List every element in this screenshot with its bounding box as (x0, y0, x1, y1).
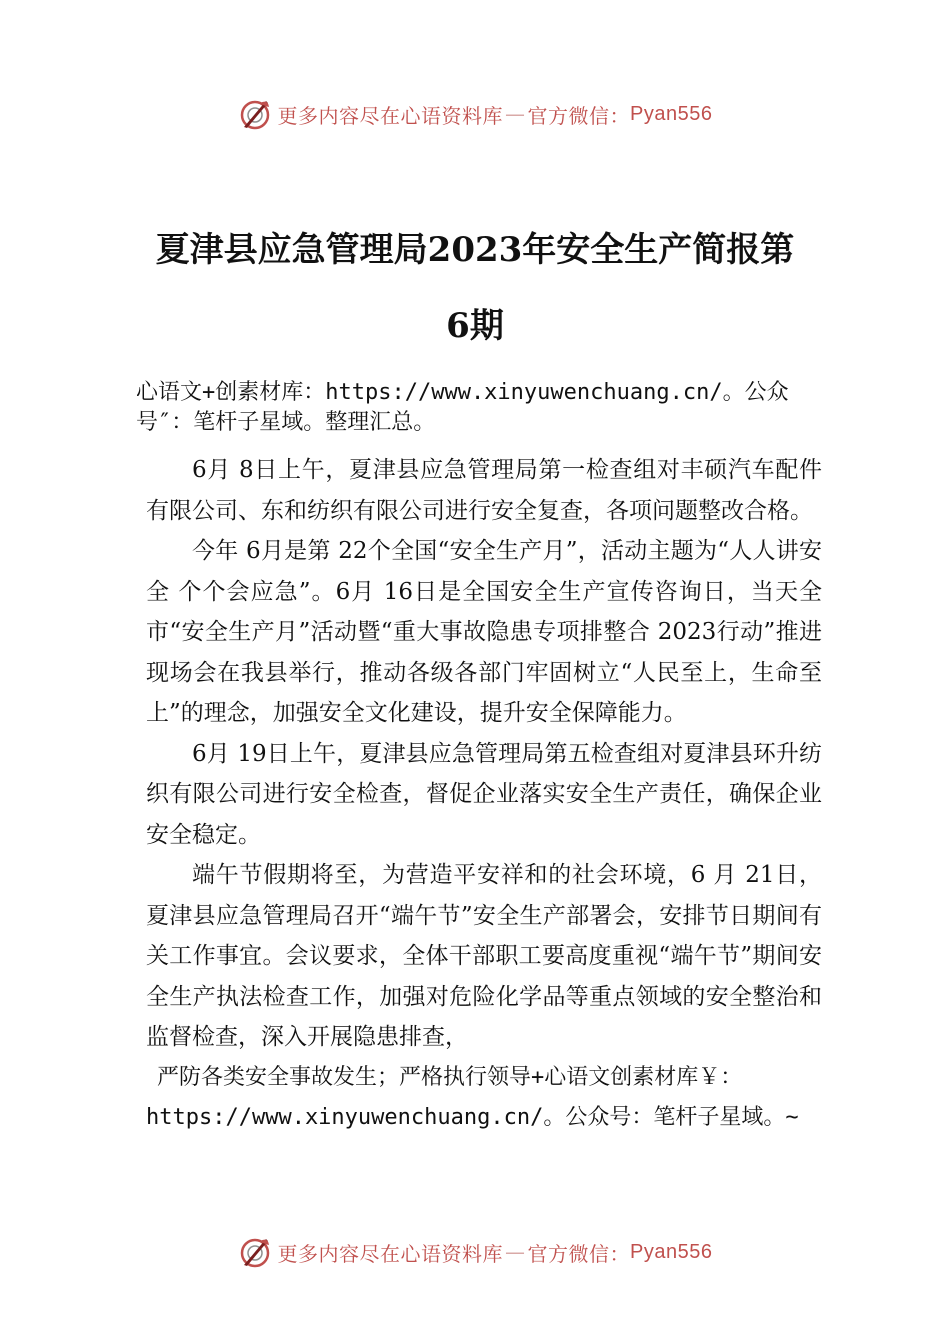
banner-text: 更多内容尽在心语资料库 (277, 1241, 504, 1266)
banner-wechat-label: 官方微信： (527, 103, 631, 128)
document-title-line1: 夏津县应急管理局2023年安全生产简报第 (155, 230, 795, 270)
body-paragraph-1: 6月 8日上午，夏津县应急管理局第一检查组对丰硕汽车配件有限公司、东和纺织有限公司进行安全复查，各项问题整改合格。 (146, 457, 822, 524)
banner-wechat-id: Pyan556 (630, 1240, 713, 1263)
footer-watermark-banner (0, 1232, 950, 1272)
document-body (146, 450, 822, 1139)
body-tail-line: 严防各类安全事故发生；严格执行领导+心语文创素材库￥： (157, 1064, 743, 1090)
body-paragraph-3: 6月 19日上午，夏津县应急管理局第五检查组对夏津县环升纺织有限公司进行安全检查，督促企业落实安全生产责任，确保企业安全稳定。 (146, 740, 822, 848)
banner-wechat-id: Pyan556 (630, 102, 713, 125)
document-title-line2: 6期 (446, 306, 504, 346)
body-paragraph-4: 端午节假期将至，为营造平安祥和的社会环境，6 月 21日，夏津县应急管理局召开“端午节”安全生产部署会，安排节日期间有关工作事宜。会议要求，全体干部职工要高度重视“端午节”期间安全生产执法检查工作，加强对危险化学品等重点领域的安全整治和监督检查，深入开展隐患排查， (146, 862, 822, 1050)
banner-text: 更多内容尽在心语资料库 (277, 103, 504, 128)
body-paragraph-2: 今年 6月是第 22个全国“安全生产月”，活动主题为“人人讲安全 个个会应急”。6月 16日是全国安全生产宣传咨询日，当天全市“安全生产月”活动暨“重大事故隐患专项排整合 2023行动”推进现场会在我县举行，推动各级各部门牢固树立“人民至上，生命至上”的理念，加强安全文化建设，提升安全保障能力。 (146, 538, 822, 726)
quill-seal-icon (238, 97, 272, 131)
intro-source-note: 心语文+创素材库：https://www.xinyuwenchuang.cn/。公众号″：笔杆子星域。整理汇总。 (136, 380, 789, 435)
body-url-line: https://www.xinyuwenchuang.cn/。公众号：笔杆子星域。~ (146, 1105, 799, 1130)
banner-separator: — (505, 1240, 526, 1264)
quill-seal-icon (238, 1235, 272, 1269)
banner-wechat-label: 官方微信： (527, 1241, 631, 1266)
banner-separator: — (505, 102, 526, 126)
header-watermark-banner (0, 94, 950, 134)
